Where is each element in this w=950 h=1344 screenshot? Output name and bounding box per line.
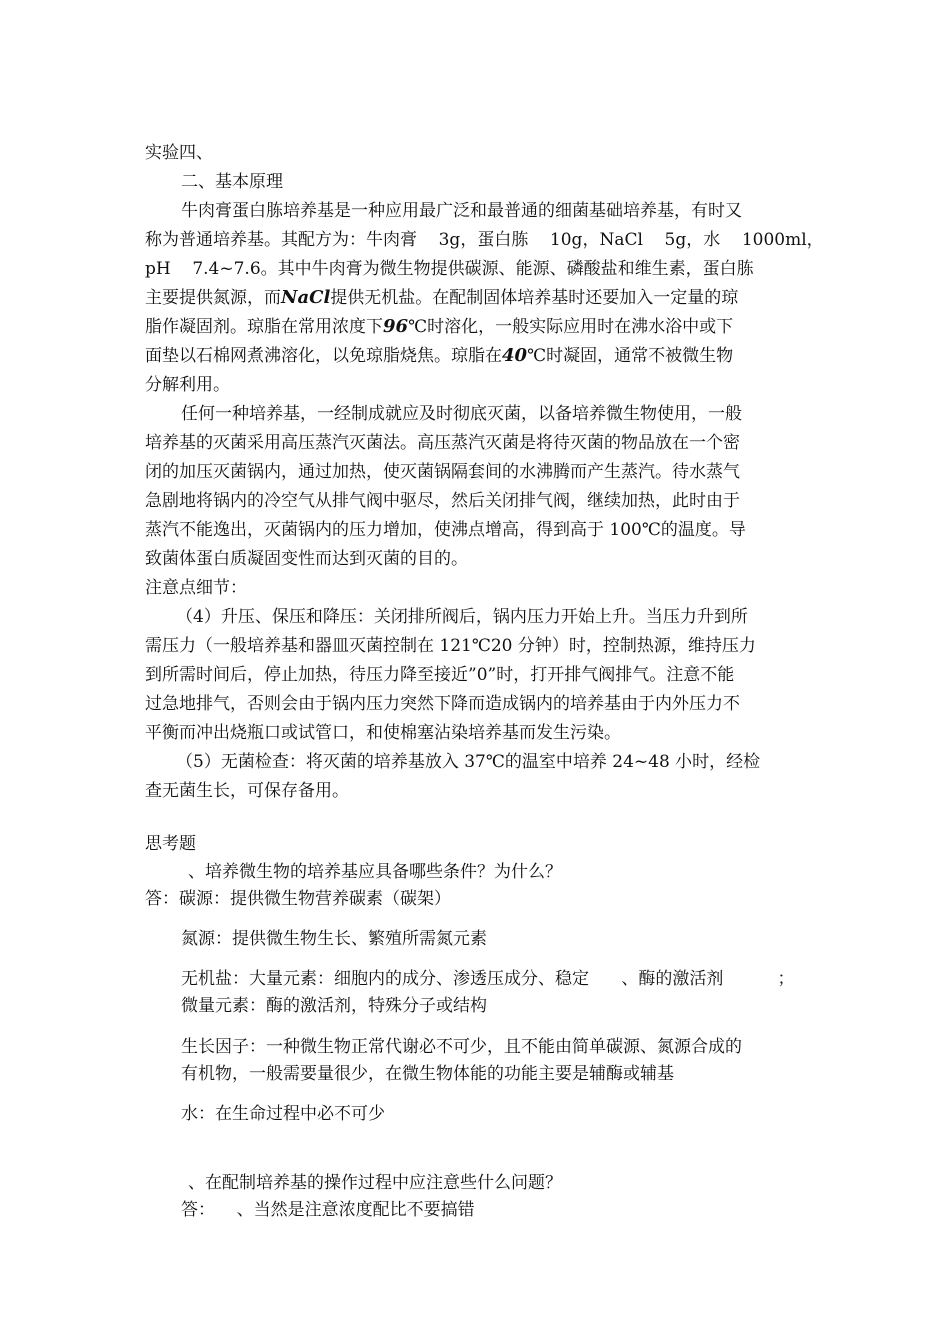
line-text: 脂作凝固剂。琼脂在常用浓度下: [145, 317, 383, 337]
nacl-formula: NaCl: [281, 287, 331, 308]
paragraph-line: 致菌体蛋白质凝固变性而达到灭菌的目的。: [145, 549, 468, 569]
experiment-title: 实验四、: [145, 143, 213, 163]
paragraph-line: 分解利用。: [145, 375, 230, 395]
answer-2: 答： 、当然是注意浓度配比不要搞错: [181, 1200, 475, 1220]
paragraph-line: [145, 288, 738, 308]
paragraph-line: 称为普通培养基。其配方为：牛肉膏 3g，蛋白胨 10g，NaCl 5g，水 1000ml，: [145, 230, 824, 250]
solid-temp-value: 40: [502, 345, 528, 366]
notes-heading: 注意点细节：: [145, 578, 247, 598]
paragraph-line: 过急地排气，否则会由于锅内压力突然下降而造成锅内的培养基由于内外压力不: [145, 694, 740, 714]
paragraph-line: 急剧地将锅内的冷空气从排气阀中驱尽，然后关闭排气阀，继续加热，此时由于: [145, 491, 740, 511]
questions-heading: 思考题: [145, 834, 196, 854]
line-text: 主要提供氮源，而: [145, 288, 281, 308]
paragraph-line: 到所需时间后，停止加热，待压力降至接近”0”时，打开排气阀排气。注意不能: [145, 665, 735, 685]
answer-carbon-source: 答：碳源：提供微生物营养碳素（碳架）: [145, 889, 451, 909]
answer-water: 水：在生命过程中必不可少: [181, 1104, 385, 1124]
paragraph-line: [145, 346, 733, 366]
answer-growth-factors-cont: 有机物，一般需要量很少，在微生物体能的功能主要是辅酶或辅基: [181, 1064, 674, 1084]
paragraph-line: （5）无菌检查：将灭菌的培养基放入 37℃的温室中培养 24~48 小时，经检: [176, 752, 761, 772]
paragraph-line: 查无菌生长，可保存备用。: [145, 781, 349, 801]
line-text: 面垫以石棉网煮沸溶化，以免琼脂烧焦。琼脂在: [145, 346, 502, 366]
paragraph-line: 闭的加压灭菌锅内，通过加热，使灭菌锅隔套间的水沸腾而产生蒸汽。待水蒸气: [145, 462, 740, 482]
paragraph-line: pH 7.4~7.6。其中牛肉膏为微生物提供碳源、能源、磷酸盐和维生素，蛋白胨: [145, 259, 754, 279]
question-2: 、在配制培养基的操作过程中应注意些什么问题？: [188, 1173, 562, 1193]
answer-growth-factors: 生长因子：一种微生物正常代谢必不可少，且不能由简单碳源、氮源合成的: [181, 1037, 742, 1057]
line-text: 时凝固，通常不被微生物: [546, 346, 734, 366]
paragraph-line: 蒸汽不能逸出，灭菌锅内的压力增加，使沸点增高，得到高于 100℃的温度。导: [145, 520, 746, 540]
paragraph-line: 任何一种培养基，一经制成就应及时彻底灭菌，以备培养微生物使用，一般: [181, 404, 742, 424]
paragraph-line: 牛肉膏蛋白胨培养基是一种应用最广泛和最普通的细菌基础培养基，有时又: [181, 201, 742, 221]
paragraph-line: [145, 317, 733, 337]
answer-nitrogen-source: 氮源：提供微生物生长、繁殖所需氮元素: [181, 929, 487, 949]
paragraph-line: 培养基的灭菌采用高压蒸汽灭菌法。高压蒸汽灭菌是将待灭菌的物品放在一个密: [145, 433, 740, 453]
answer-inorganic-salts: 无机盐：大量元素：细胞内的成分、渗透压成分、稳定 、酶的激活剂 ；: [181, 969, 795, 989]
paragraph-line: 平衡而冲出烧瓶口或试管口，和使棉塞沾染培养基而发生污染。: [145, 723, 621, 743]
answer-trace-elements: 微量元素：酶的激活剂，特殊分子或结构: [181, 996, 487, 1016]
section-heading-principle: 二、基本原理: [181, 172, 283, 192]
line-text: 提供无机盐。在配制固体培养基时还要加入一定量的琼: [330, 288, 739, 308]
melt-temp-unit: ℃: [408, 317, 428, 337]
line-text: 时溶化，一般实际应用时在沸水浴中或下: [427, 317, 734, 337]
paragraph-line: （4）升压、保压和降压：关闭排所阀后，锅内压力开始上升。当压力升到所: [176, 607, 748, 627]
question-1: 、培养微生物的培养基应具备哪些条件？为什么？: [188, 862, 562, 882]
solid-temp-unit: ℃: [527, 346, 547, 366]
paragraph-line: 需压力（一般培养基和器皿灭菌控制在 121℃20 分钟）时，控制热源，维持压力: [145, 636, 756, 656]
melt-temp-value: 96: [383, 316, 409, 337]
